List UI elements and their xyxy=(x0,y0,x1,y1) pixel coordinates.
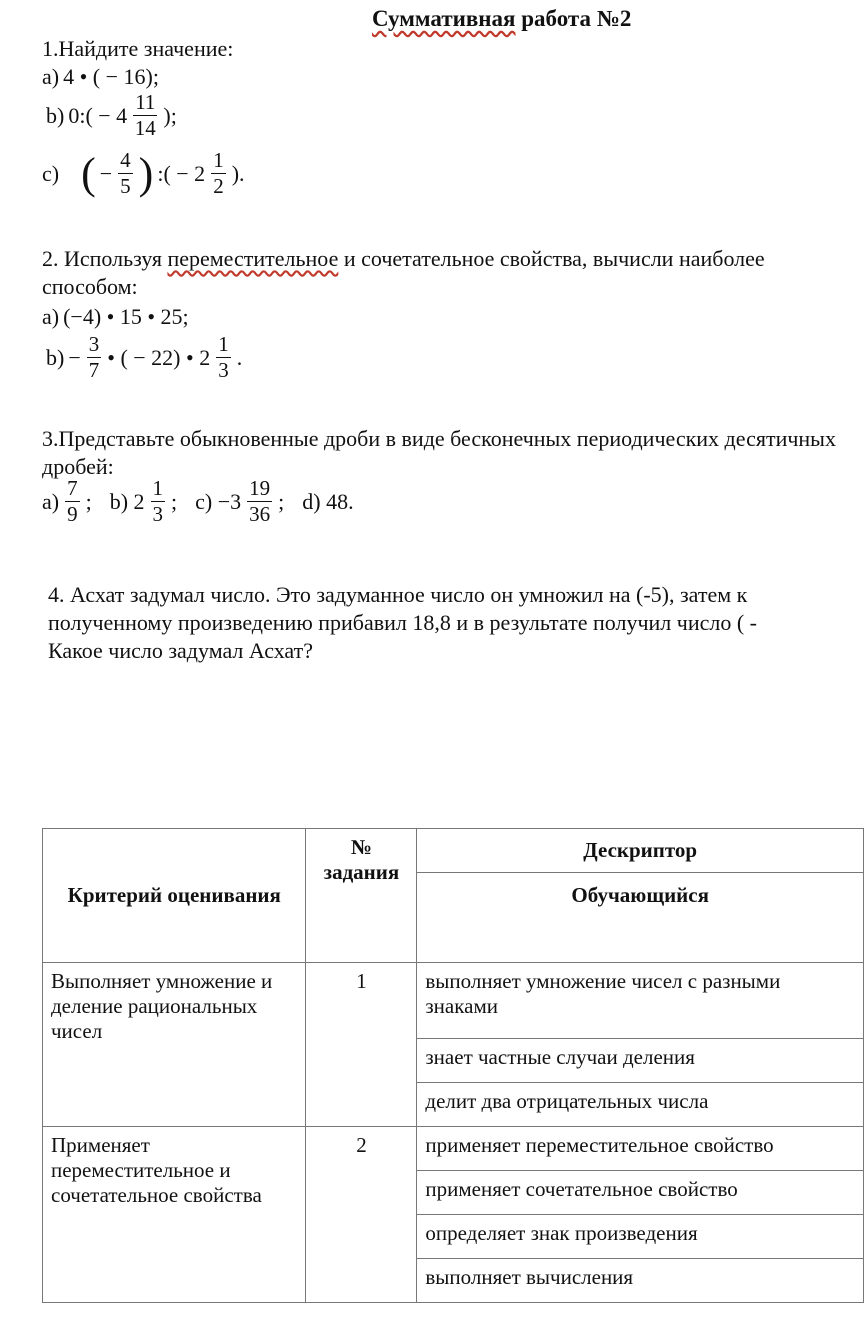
numerator: 1 xyxy=(213,148,224,172)
task4-line1: 4. Асхат задумал число. Это задуманное число он умножил на (-5), затем к xyxy=(48,582,748,607)
label: b) xyxy=(46,344,65,370)
label: a) xyxy=(42,64,60,89)
label: c) xyxy=(42,160,60,186)
task3-heading: 3.Представьте обыкновенные дроби в виде бесконечных периодических десятичных xyxy=(42,426,836,451)
task1-c: c) ( − $\frac{4}{5}$ ) :( − 2 $\frac{1}{2}$ ). xyxy=(42,148,245,198)
task4-line3: Какое число задумал Асхат? xyxy=(48,638,313,663)
task2-a xyxy=(42,304,189,330)
row1-descriptor-3: делит два отрицательных числа xyxy=(417,1083,864,1127)
numerator: 7 xyxy=(67,476,78,500)
label-a: a) xyxy=(42,488,60,514)
task3-items xyxy=(42,478,354,525)
task2-heading-line2: способом: xyxy=(42,274,138,299)
row2-descriptor-3: определяет знак произведения xyxy=(417,1215,864,1259)
paren-open: ( xyxy=(81,148,96,198)
denominator: 3 xyxy=(152,502,164,526)
row2-task: 2 xyxy=(306,1127,417,1303)
title-underlined: Суммативная xyxy=(372,6,516,31)
label-b: b) 2 xyxy=(109,488,145,514)
paren-close: ) xyxy=(138,148,154,198)
separator: ; xyxy=(278,488,285,514)
expression-pre: 0:( − 4 xyxy=(68,102,128,128)
expression-mid: :( − 2 xyxy=(157,160,206,186)
row1-task: 1 xyxy=(306,963,417,1127)
row2-criterion: Применяет переместительное и сочетательное свойства xyxy=(43,1127,306,1303)
numerator: 4 xyxy=(120,148,131,172)
label-c: c) −3 xyxy=(195,488,242,514)
denominator: 5 xyxy=(120,174,131,198)
task1-heading: 1.Найдите значение: xyxy=(42,36,234,61)
denominator: 2 xyxy=(213,174,224,198)
label: b) xyxy=(46,102,65,128)
denominator: 3 xyxy=(218,358,229,382)
header-task-no: № задания xyxy=(306,829,417,963)
heading-wavy: переместительное xyxy=(167,246,339,271)
expression: 4 • ( − 16); xyxy=(63,64,159,89)
task1-b xyxy=(46,92,177,139)
row2-descriptor-2: применяет сочетательное свойство xyxy=(417,1171,864,1215)
row2-descriptor-4: выполняет вычисления xyxy=(417,1259,864,1303)
fraction xyxy=(118,150,133,197)
row1-descriptor-2: знает частные случаи деления xyxy=(417,1039,864,1083)
header-criterion: Критерий оценивания xyxy=(43,829,306,963)
row2-descriptor-1: применяет переместительное свойство xyxy=(417,1127,864,1171)
minus: − xyxy=(68,344,81,370)
separator: ; xyxy=(171,488,178,514)
expression-post: ). xyxy=(231,160,245,186)
fraction-c xyxy=(247,478,272,525)
numerator: 3 xyxy=(88,332,100,356)
fraction-a xyxy=(65,478,80,525)
expression: (−4) • 15 • 25; xyxy=(63,304,189,329)
expression-post: ); xyxy=(163,102,177,128)
numerator: 1 xyxy=(218,332,229,356)
title-rest: работа №2 xyxy=(521,6,632,31)
page-title xyxy=(372,6,631,32)
separator: ; xyxy=(85,488,92,514)
fraction-b xyxy=(151,478,166,525)
heading-post: и сочетательное свойства, вычисли наиболее xyxy=(338,246,765,271)
numerator: 19 xyxy=(249,476,271,500)
numerator: 1 xyxy=(152,476,164,500)
task4-line2: полученному произведению прибавил 18,8 и в результате получил число ( - xyxy=(48,610,757,635)
denominator: 36 xyxy=(249,502,271,526)
row1-descriptor-1: выполняет умножение чисел с разными знаками xyxy=(417,963,864,1039)
denominator: 7 xyxy=(88,358,100,382)
row1-criterion: Выполняет умножение и деление рациональных чисел xyxy=(43,963,306,1127)
criteria-table xyxy=(42,828,864,1303)
task3-heading-line2: дробей: xyxy=(42,454,114,479)
denominator: 14 xyxy=(134,116,156,140)
fraction xyxy=(87,334,102,381)
label-d: d) 48. xyxy=(302,488,354,514)
fraction xyxy=(133,92,157,139)
label: a) xyxy=(42,304,60,329)
task2-b xyxy=(46,334,242,381)
denominator: 9 xyxy=(67,502,78,526)
fraction xyxy=(211,150,226,197)
header-descriptor: Дескриптор xyxy=(417,829,864,873)
numerator: 11 xyxy=(135,90,156,114)
heading-pre: 2. Используя xyxy=(42,246,168,271)
header-learner: Обучающийся xyxy=(417,873,864,963)
expression-post: . xyxy=(236,344,243,370)
fraction xyxy=(216,334,231,381)
task2-heading xyxy=(42,246,765,272)
expression-mid: • ( − 22) • 2 xyxy=(107,344,211,370)
task1-a xyxy=(42,64,159,90)
